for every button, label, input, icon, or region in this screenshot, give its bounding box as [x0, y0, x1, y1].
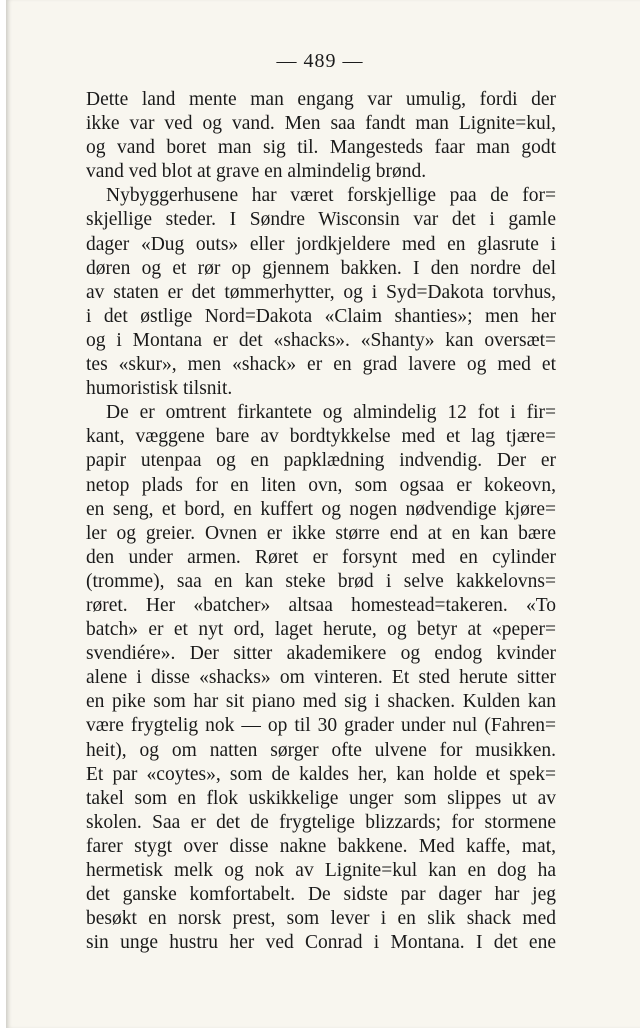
text-line: en pike som har sit piano med sig i shacken. Kulden kan [86, 691, 556, 713]
text-line: tes «skur», men «shack» er en grad lavere og med et [86, 354, 556, 376]
text-line: netop plads for en liten ovn, som ogsaa er kokeovn, [86, 474, 556, 496]
text-line: batch» er et nyt ord, laget herute, og betyr at «peper= [86, 619, 556, 641]
text-line: skjellige steder. I Søndre Wisconsin var det i gamle [86, 209, 556, 231]
text-line: en seng, et bord, en kuffert og nogen nødvendige kjøre= [86, 498, 556, 520]
text-line: og vand boret man sig til. Mangesteds faar man godt [86, 137, 556, 159]
text-line: Dette land mente man engang var umulig, fordi der [86, 89, 556, 110]
text-line: og i Montana er det «shacks». «Shanty» kan oversæt= [86, 329, 556, 351]
text-line: den under armen. Røret er forsynt med en cylinder [86, 546, 556, 568]
text-line: farer stygt over disse nakne bakkene. Med kaffe, mat, [86, 835, 556, 857]
text-line: være frygtelig nok — op til 30 grader under nul (Fahren= [86, 715, 556, 737]
text-line: røret. Her «batcher» altsaa homestead=takeren. «To [86, 594, 556, 616]
text-line: besøkt en norsk prest, som lever i en slik shack med [86, 908, 556, 930]
body-text [86, 88, 556, 955]
text-line: ler og greier. Ovnen er ikke større end at en kan bære [86, 522, 556, 544]
text-line: i det østlige Nord=Dakota «Claim shanties»; men her [86, 305, 556, 327]
text-line: humoristisk tilsnit. [86, 378, 233, 400]
text-line: Et par «coytes», som de kaldes her, kan holde et spek= [86, 763, 556, 785]
text-line: hermetisk melk og nok av Lignite=kul kan en dog ha [86, 860, 556, 881]
text-line: vand ved blot at grave en almindelig brønd. [86, 161, 427, 183]
text-line: av staten er det tømmerhytter, og i Syd=Dakota torvhus, [86, 281, 556, 303]
text-line: De er omtrent firkantete og almindelig 12 fot i fir= [106, 402, 556, 424]
text-line: døren og et rør op gjennem bakken. I den nordre del [86, 257, 556, 279]
text-line: (tromme), saa en kan steke brød i selve kakkelovns= [86, 570, 556, 592]
page-number: — 489 — [276, 50, 364, 72]
text-line: svendiére». Der sitter akademikere og endog kvinder [86, 643, 556, 665]
text-line: skolen. Saa er det de frygtelige blizzards; for stormene [86, 811, 556, 833]
text-line: dager «Dug outs» eller jordkjeldere med en glasrute i [86, 233, 556, 255]
text-line: Nybyggerhusene har været forskjellige paa de for= [106, 185, 556, 207]
text-line: det ganske komfortabelt. De sidste par dager har jeg [86, 884, 556, 906]
text-line: papir utenpaa og en papklædning indvendig. Der er [86, 450, 556, 472]
text-line: alene i disse «shacks» om vinteren. Et sted herute sitter [86, 667, 556, 689]
text-line: takel som en flok uskikkelige unger som slippes ut av [86, 787, 556, 809]
text-line: heit), og om natten sørger ofte ulvene for musikken. [86, 739, 556, 761]
text-line: sin unge hustru her ved Conrad i Montana. I det ene [86, 932, 556, 954]
text-line: ikke var ved og vand. Men saa fandt man Lignite=kul, [86, 113, 556, 135]
text-line: kant, væggene bare av bordtykkelse med et lag tjære= [86, 426, 556, 448]
